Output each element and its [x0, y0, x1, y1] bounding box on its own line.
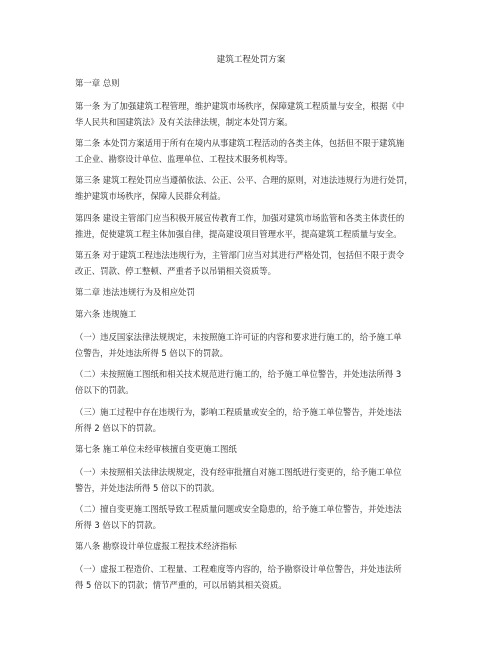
paragraph-line: 第三条 建筑工程处罚应当遵循依法、公正、公平、合理的原则，对违法违规行为进行处罚，: [75, 175, 413, 185]
paragraph-line: 推进，促使建筑工程主体加强自律，提高建设项目管理水平，提高建筑工程质量与安全。: [75, 228, 402, 239]
article-3: [75, 173, 435, 204]
paragraph-line: 倍以下的罚款。: [75, 384, 134, 395]
paragraph-line: 工企业、勘察设计单位、监理单位、工程技术服务机构等。: [75, 153, 293, 164]
paragraph-line: 改正、罚款、停工整顿、严重者予以吊销相关资质等。: [75, 265, 276, 276]
paragraph-line: （一）虚报工程造价、工程量、工程难度等内容的，给予勘察设计单位警告，并处违法所: [75, 564, 402, 574]
article-6-heading: [75, 307, 435, 323]
paragraph-line: 维护建筑市场秩序，保障人民群众利益。: [75, 190, 226, 201]
paragraph-line: 得 5 倍以下的罚款；情节严重的，可以吊销其相关资质。: [75, 579, 287, 590]
article-4: [75, 211, 435, 242]
article-6-item-3: [75, 405, 435, 436]
article-7-item-2: [75, 502, 435, 533]
paragraph-line: 第一条 为了加强建筑工程管理，维护建筑市场秩序，保障建筑工程质量与安全，根据《中: [75, 101, 405, 111]
paragraph-line: 第七条 施工单位未经审核擅自变更施工图纸: [75, 444, 237, 454]
paragraph-line: 第一章 总则: [75, 78, 120, 88]
paragraph-line: 第二条 本处罚方案适用于所有在境内从事建筑工程活动的各类主体，包括但不限于建筑施: [75, 138, 405, 148]
paragraph-line: （一）违反国家法律法规规定，未按照施工许可证的内容和要求进行施工的，给予施工单: [75, 332, 402, 342]
article-6-item-2: [75, 367, 435, 398]
chapter-1-heading: [75, 76, 435, 92]
paragraph-line: （二）未按照施工图纸和相关技术规范进行施工的，给予施工单位警告，并处违法所得 3: [75, 369, 402, 379]
article-6-item-1: [75, 330, 435, 361]
paragraph-line: （三）施工过程中存在违规行为，影响工程质量或安全的，给予施工单位警告，并处违法: [75, 407, 402, 417]
paragraph-line: 第二章 违法违规行为及相应处罚: [75, 287, 195, 297]
article-5: [75, 248, 435, 279]
document-title: 建筑工程处罚方案: [216, 55, 286, 65]
paragraph-line: （一）未按照相关法律法规规定，没有经审批擅自对施工图纸进行变更的，给予施工单位: [75, 467, 402, 477]
paragraph-line: 警告，并处违法所得 5 倍以下的罚款。: [75, 482, 220, 493]
article-2: [75, 136, 435, 167]
article-7-heading: [75, 442, 435, 458]
paragraph-line: 第四条 建设主管部门应当积极开展宣传教育工作，加强对建筑市场监管和各类主体责任的: [75, 213, 405, 223]
paragraph-line: 所得 2 倍以下的罚款。: [75, 422, 162, 433]
paragraph-line: （二）擅自变更施工图纸导致工程质量问题或安全隐患的，给予施工单位警告，并处违法: [75, 504, 402, 514]
chapter-2-heading: [75, 285, 435, 301]
article-8-item-1: [75, 562, 435, 593]
paragraph-line: 华人民共和国建筑法》及有关法律法规，制定本处罚方案。: [75, 116, 293, 127]
article-7-item-1: [75, 465, 435, 496]
paragraph-line: 第六条 违规施工: [75, 309, 137, 319]
paragraph-line: 位警告，并处违法所得 5 倍以下的罚款。: [75, 347, 229, 358]
article-1: [75, 99, 435, 130]
article-8-heading: [75, 539, 435, 555]
paragraph-line: 第八条 勘察设计单位虚报工程技术经济指标: [75, 541, 237, 551]
paragraph-line: 所得 3 倍以下的罚款。: [75, 519, 162, 530]
paragraph-line: 第五条 对于建筑工程违法违规行为，主管部门应当对其进行严格处罚，包括但不限于责令: [75, 250, 405, 260]
